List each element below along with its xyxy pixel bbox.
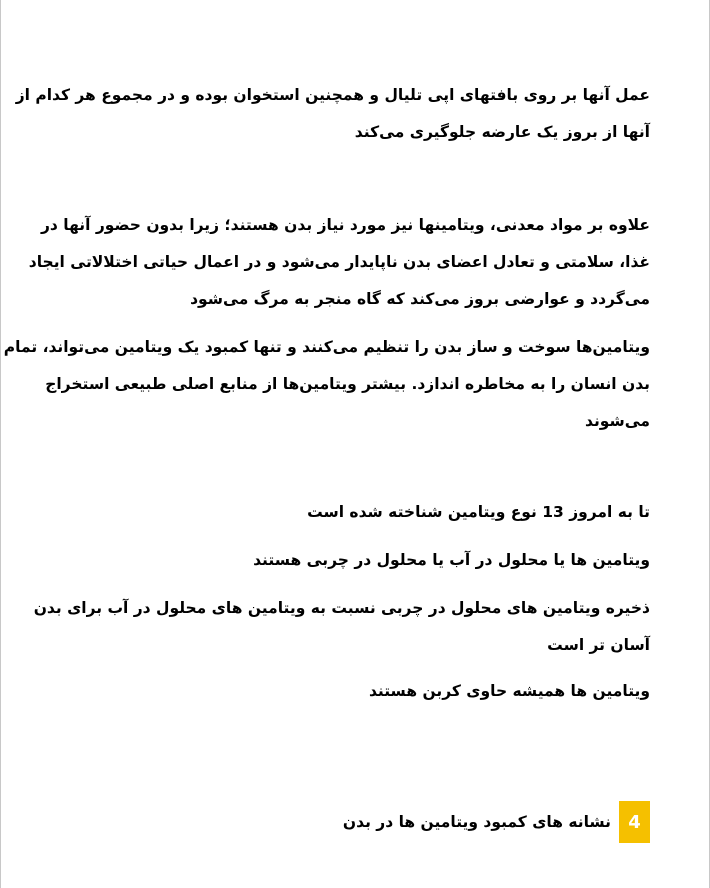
text-line: ذخیره ویتامین های محلول در چربی نسبت به ویتامین های محلول در آب برای بدن [33,599,650,617]
paragraph-vitamins-needed [28,207,650,318]
paragraph-epithelial [15,77,650,151]
text-line: ویتامین‌ها سوخت و ساز بدن را تنظیم می‌کنند و تنها کمبود یک ویتامین می‌تواند، تمام [3,338,650,356]
section-number-badge: 4 [619,801,650,843]
text-line: علاوه بر مواد معدنی، ویتامینها نیز مورد نیاز بدن هستند؛ زیرا بدون حضور آنها در [40,216,650,234]
text-line: می‌شوند [584,412,650,430]
text-line: تا به امروز 13 نوع ویتامین شناخته شده است [307,503,650,521]
paragraph-metabolism [3,329,650,440]
paragraph-carbon [62,673,650,710]
section-heading-text: نشانه های کمبود ویتامین ها در بدن [342,813,611,831]
text-line: آنها از بروز یک عارضه جلوگیری می‌کند [354,123,650,141]
paragraph-storage [33,590,650,664]
document-page [1,0,710,888]
text-line: می‌گردد و عوارضی بروز می‌کند که گاه منجر به مرگ می‌شود [190,290,650,308]
paragraph-13-types [62,494,650,531]
paragraph-solubility [62,542,650,579]
text-line: بدن انسان را به مخاطره اندازد. بیشتر ویتامین‌ها از منابع اصلی طبیعی استخراج [45,375,650,393]
section-heading [343,802,650,842]
text-line: ویتامین ها همیشه حاوی کربن هستند [368,682,650,700]
text-line: غذا، سلامتی و تعادل اعضای بدن ناپایدار می‌شود و در اعمال حیاتی اختلالاتی ایجاد [28,253,650,271]
text-line: عمل آنها بر روی بافتهای اپی تلیال و همچنین استخوان بوده و در مجموع هر کدام از [15,86,650,104]
text-line: ویتامین ها یا محلول در آب یا محلول در چربی هستند [253,551,650,569]
text-line: آسان تر است [547,636,650,654]
